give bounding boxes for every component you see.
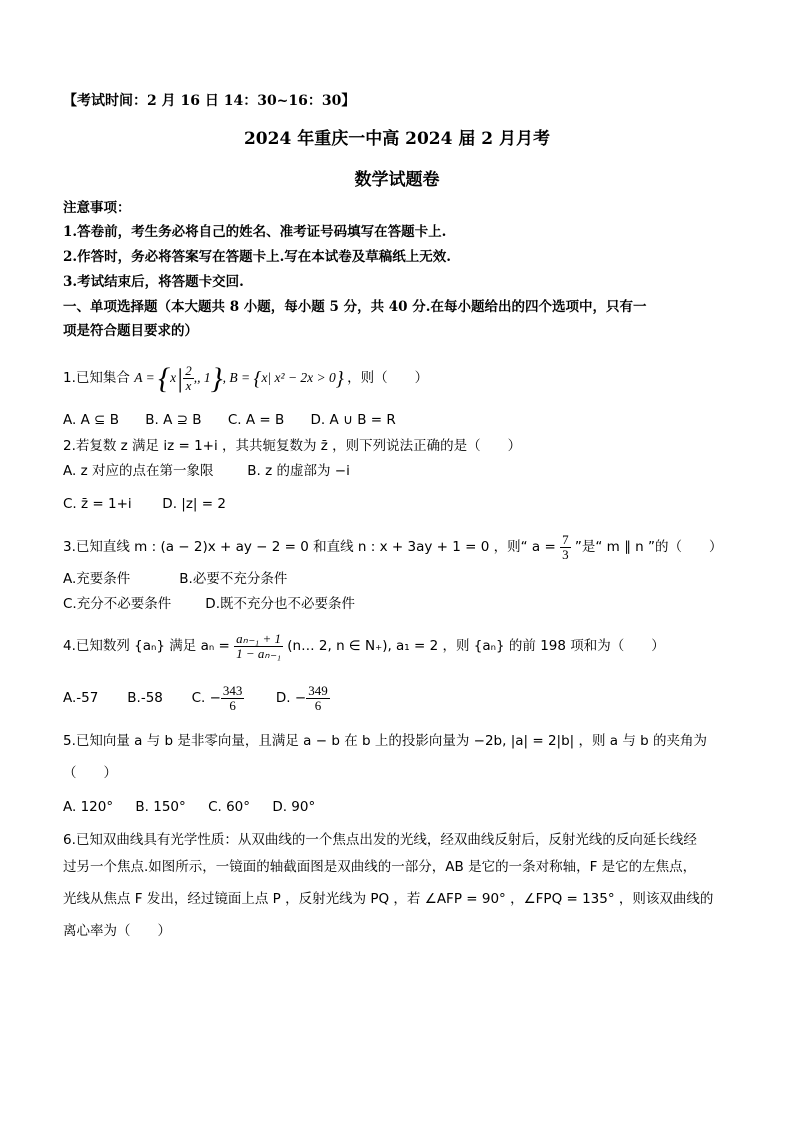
q1-option-a: A. A ⊆ B — [63, 412, 119, 428]
note-item: 3.考试结束后，将答题卡交回. — [63, 274, 244, 290]
question-6-line: 离心率为（ ） — [63, 923, 171, 939]
q4-option-d: D. − $\frac{349}{6}$ — [275, 682, 328, 713]
question-1-suffix: ，则（ ） — [347, 370, 429, 386]
q2-option-a: A. z 对应的点在第一象限 — [63, 463, 214, 479]
question-2-stem: 2.若复数 z 满足 iz = 1+i ，其共轭复数为 z̄ ，则下列说法正确的是（ ） — [63, 438, 522, 454]
q5-option-a: A. 120° — [63, 799, 114, 815]
question-4-prefix: 4.已知数列 {aₙ} 满足 aₙ = — [63, 638, 230, 654]
question-4-middle: (n… 2, n ∈ N₊), a₁ = 2 ，则 {aₙ} 的前 198 项和为（ ） — [287, 638, 665, 654]
q4-fraction — [234, 632, 283, 661]
question-6-line: 6.已知双曲线具有光学性质：从双曲线的一个焦点出发的光线，经双曲线反射后，反射光线的反向延长线经 — [63, 832, 697, 848]
q1-set-expression: A = {x| $\frac{2}{x}$ ,, 1}, B = {x| x² − 2x > 0} — [134, 361, 344, 395]
q5-option-d: D. 90° — [272, 799, 316, 815]
q3-frac-den: 3 — [562, 546, 569, 562]
q3-frac-num: 7 — [562, 531, 569, 547]
q3-option-d: D.既不充分也不必要条件 — [205, 596, 355, 612]
question-4-options — [63, 680, 330, 716]
q4-frac-den: 1 − aₙ₋₁ — [236, 645, 281, 661]
section1-heading-line2: 项是符合题目要求的） — [63, 323, 198, 339]
question-5-options — [63, 798, 337, 816]
exam-time: 【考试时间：2 月 16 日 14：30~16：30】 — [63, 93, 356, 109]
q4-option-c: C. − $\frac{343}{6}$ — [191, 682, 243, 713]
question-1-stem — [63, 358, 428, 398]
exam-title: 2024 年重庆一中高 2024 届 2 月月考 — [243, 129, 551, 149]
q2-option-c: C. z̄ = 1+i — [63, 496, 132, 512]
question-3-suffix: ”是“ m ∥ n ”的（ ） — [574, 539, 723, 555]
exam-subtitle: 数学试题卷 — [354, 170, 440, 190]
q5-option-b: B. 150° — [135, 799, 186, 815]
q3-option-a: A.充要条件 — [63, 571, 131, 587]
question-5-stem: 5.已知向量 a 与 b 是非零向量，且满足 a − b 在 b 上的投影向量为 −2b, |a| = 2|b| ，则 a 与 b 的夹角为 — [63, 733, 708, 749]
question-2-options-row2 — [63, 495, 226, 513]
q4-frac-num: aₙ₋₁ + 1 — [236, 630, 281, 646]
question-1-options — [63, 411, 418, 429]
note-item: 1.答卷前，考生务必将自己的姓名、准考证号码填写在答题卡上. — [63, 224, 447, 240]
q3-option-c: C.充分不必要条件 — [63, 596, 172, 612]
notes-heading: 注意事项： — [63, 200, 131, 216]
question-4-stem — [63, 630, 665, 662]
question-3-stem — [63, 532, 722, 562]
question-3-options-row2 — [63, 595, 355, 613]
question-6-line: 过另一个焦点.如图所示，一镜面的轴截面图是双曲线的一部分，AB 是它的一条对称轴，F 是它的左焦点， — [63, 859, 697, 875]
q3-option-b: B.必要不充分条件 — [179, 571, 288, 587]
question-1-prefix: 1.已知集合 — [63, 370, 130, 386]
q1-option-d: D. A ∪ B = R — [310, 412, 396, 428]
q1-option-b: B. A ⊇ B — [145, 412, 202, 428]
q4-option-a: A.-57 — [63, 690, 99, 706]
question-6-line: 光线从焦点 F 发出，经过镜面上点 P ，反射光线为 PQ ，若 ∠AFP = 90° ，∠FPQ = 135° ，则该双曲线的 — [63, 891, 714, 907]
q2-option-d: D. |z| = 2 — [162, 496, 226, 512]
question-5-paren: （ ） — [63, 765, 117, 781]
question-2-options-row1 — [63, 462, 350, 480]
q4-option-b: B.-58 — [127, 690, 163, 706]
section1-heading-line1: 一、单项选择题（本大题共 8 小题，每小题 5 分，共 40 分.在每小题给出的四个选项中，只有一 — [63, 299, 647, 315]
q2-option-b: B. z 的虚部为 −i — [247, 463, 350, 479]
q5-option-c: C. 60° — [208, 799, 251, 815]
q1-option-c: C. A = B — [227, 412, 285, 428]
question-3-options-row1 — [63, 570, 287, 588]
q3-fraction — [560, 533, 571, 562]
question-3-prefix: 3.已知直线 m : (a − 2)x + ay − 2 = 0 和直线 n : x + 3ay + 1 = 0 ，则“ a = — [63, 539, 556, 555]
note-item: 2.作答时，务必将答案写在答题卡上.写在本试卷及草稿纸上无效. — [63, 249, 451, 265]
